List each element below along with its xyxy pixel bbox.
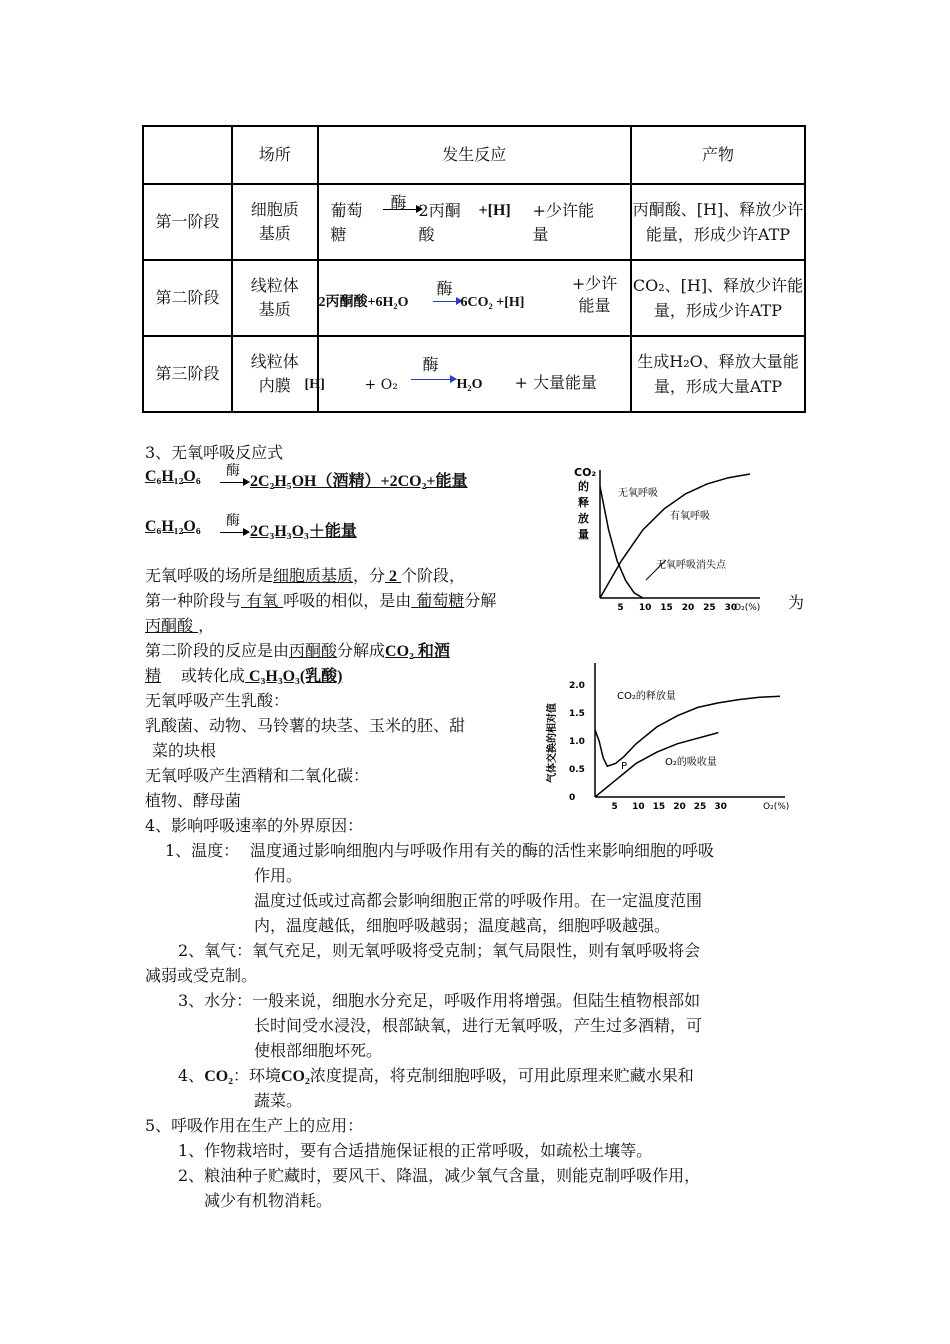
x-tick-label: 15 [660,603,673,613]
y-tick-label: 0 [569,793,576,803]
table-header-row [143,126,805,184]
y-axis-label: CO₂ 的 释 放 量 [574,466,597,541]
equation-enzyme: 酶 [226,513,240,529]
stage-reaction [318,260,631,336]
stage1-line-cont: 丙酮酸 ， [145,616,215,635]
equation-enzyme: 酶 [226,463,240,479]
alcohol-heading: 无氧呼吸产生酒精和二氧化碳： [145,766,370,785]
annotation-vanish-point: 无氧呼吸消失点 [656,560,726,571]
equation-alcohol-right: 2C₂H₅OH（酒精）+2CO₂+能量 [250,473,468,490]
reaction-arrow [383,209,421,210]
stage-product: 丙酮酸、[H]、释放少许能量，形成少许ATP [631,184,805,260]
section4-heading: 4、影响呼吸速率的外界原因： [145,816,364,835]
alcohol-list: 植物、酵母菌 [145,791,242,810]
stage1-line: 第一种阶段与 有氧 呼吸的相似，是由 葡萄糖分解 [145,591,497,610]
series-co2-release [595,696,780,766]
stage-product: CO₂、[H]、释放少许能量，形成少许ATP [631,260,805,336]
y-tick-label: 0.5 [569,765,585,775]
factor-water-cont2: 使根部细胞坏死。 [254,1041,383,1060]
energy: + 大量能量 [514,373,598,392]
reaction-arrow [411,379,455,380]
chart-co2-release [560,462,790,617]
stage-name: 第一阶段 [143,184,232,260]
y-tick-label: 1.5 [569,709,585,719]
stage-name: 第二阶段 [143,260,232,336]
factor-oxygen-cont: 减弱或受克制。 [145,966,258,985]
reaction-arrow [433,301,461,302]
stage-reaction [318,184,631,260]
reactant: [H] [304,377,325,392]
stage2-line: 第二阶段的反应是由丙酮酸分解成CO₂ 和酒 [145,641,450,660]
product: H₂O [456,377,483,392]
factor-temperature-cont: 作用。 [254,866,303,885]
product: 2丙酮酸 [418,201,461,244]
stage-reaction [304,336,631,412]
stage1-wei: 为 [788,593,805,612]
x-tick-label: 15 [652,802,666,812]
lactic-list-cont: 菜的块根 [152,741,217,760]
equation-lactic-right: 2C₃H₃O₃＋能量 [250,523,357,540]
y-tick-label: 2.0 [569,681,585,691]
application-item-2: 2、粮油种子贮藏时，要风干、降温，减少氧气含量，则能克制呼吸作用， [178,1166,701,1185]
x-tick-label: 30 [714,802,727,812]
stage-name: 第三阶段 [143,336,232,412]
legend-co2-release: CO₂的释放量 [617,691,676,702]
stage-product: 生成H₂O、释放大量能量，形成大量ATP [631,336,805,412]
enzyme-label: 酶 [422,355,439,374]
x-tick-label: 25 [693,802,707,812]
energy: +少许能量 [532,201,594,244]
factor-water-cont: 长时间受水浸没，根部缺氧，进行无氧呼吸，产生过多酒精，可 [254,1016,703,1035]
equation-arrow [220,482,248,483]
y-axis-label: 气体交换的相对值 [547,703,558,783]
lactic-list: 乳酸菌、动物、马铃薯的块茎、玉米的胚、甜 [145,716,466,735]
x-axis-label: O₂(%) [763,802,790,812]
factor-temperature-label: 1、温度： [165,841,240,860]
header-blank [143,126,232,184]
x-tick-label: 20 [673,802,686,812]
x-tick-label: 5 [611,802,618,812]
table-row [143,184,805,260]
x-tick-label: 5 [617,603,624,613]
x-tick-label: 10 [638,603,652,613]
x-tick-label: 25 [703,603,716,613]
header-product: 产物 [631,126,805,184]
header-reaction: 发生反应 [318,126,631,184]
section3-heading: 3、无氧呼吸反应式 [145,443,284,462]
factor-temperature-detail: 温度过低或过高都会影响细胞正常的呼吸作用。在一定温度范围 [254,891,703,910]
factor-oxygen: 2、氧气：氧气充足，则无氧呼吸将受克制；氧气局限性，则有氧呼吸将会 [178,941,701,960]
reactant: 2丙酮酸+6H₂O [318,295,409,310]
legend-o2-uptake: O₂的吸收量 [665,757,717,768]
energy: +少许能量 [571,274,618,315]
enzyme-label: 酶 [390,193,407,212]
factor-temperature-detail-cont: 内，温度越低，细胞呼吸越弱；温度越高，细胞呼吸越强。 [254,916,671,935]
x-tick-label: 10 [632,802,645,812]
section5-heading: 5、呼吸作用在生产上的应用： [145,1116,364,1135]
stage2-line-cont: 精或转化成 C₃H₃O₃(乳酸) [145,666,343,685]
hydrogen: +[H] [478,202,511,219]
table-row [143,336,805,412]
legend-aerobic: 有氧呼吸 [670,511,710,522]
x-tick-label: 30 [724,603,738,613]
y-tick-label: 1.0 [569,737,585,747]
stage-site: 线粒体内膜 [232,336,318,412]
series-anaerobic [600,486,643,598]
stage-site: 细胞质基质 [232,184,318,260]
product: 6CO₂ +[H] [460,295,525,310]
factor-water: 3、水分：一般来说，细胞水分充足，呼吸作用将增强。但陆生植物根部如 [178,991,701,1010]
factor-temperature: 温度通过影响细胞内与呼吸作用有关的酶的活性来影响细胞的呼吸 [250,841,715,860]
table-row [143,260,805,336]
lactic-heading: 无氧呼吸产生乳酸： [145,691,290,710]
enzyme-label: 酶 [436,279,453,298]
legend-anaerobic: 无氧呼吸 [618,488,658,499]
equation-alcohol-left: C₆H₁₂O₆ [145,468,201,485]
reactant: 葡萄糖 [330,201,363,244]
application-item-1: 1、作物栽培时，要有合适措施保证根的正常呼吸，如疏松土壤等。 [178,1141,653,1160]
x-axis-label: O₂(%) [734,603,761,613]
anaerobic-site-line: 无氧呼吸的场所是细胞质基质，分 2 个阶段， [145,566,466,585]
stage-site: 线粒体基质 [232,260,318,336]
header-site: 场所 [232,126,318,184]
annotation-point-p: P [621,761,628,772]
equation-arrow [220,532,248,533]
x-tick-label: 20 [681,603,695,613]
equation-lactic-left: C₆H₁₂O₆ [145,518,201,535]
application-item-2-cont: 减少有机物消耗。 [204,1191,333,1210]
chart-gas-exchange [545,655,810,815]
oxygen: + O₂ [364,377,398,393]
factor-co2-cont: 蔬菜。 [254,1091,303,1110]
factor-co2: 4、CO₂：环境CO₂浓度提高，将克制细胞呼吸，可用此原理来贮藏水果和 [178,1066,694,1085]
respiration-stages-table [142,125,806,413]
